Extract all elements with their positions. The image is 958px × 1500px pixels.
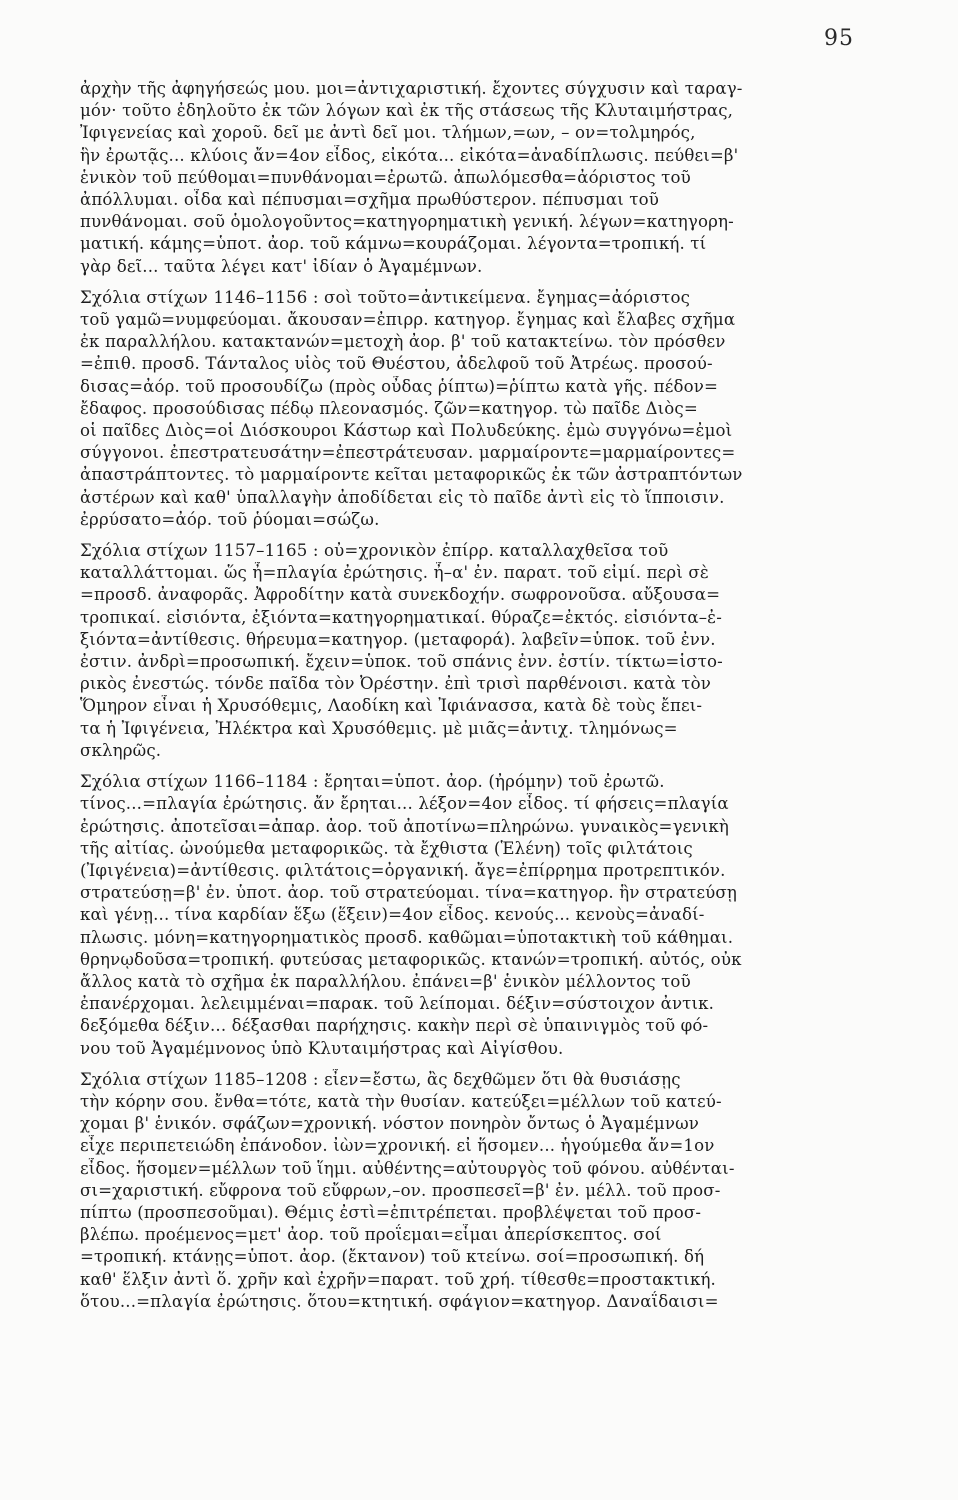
text-line: δισας=ἀόρ. τοῦ προσουδίζω (πρὸς οὖδας ῥίπτω)=ῥίπτω κατὰ γῆς. πέδον= [80, 376, 719, 396]
text-line: ἐρρύσατο=ἀόρ. τοῦ ῥύομαι=σώζω. [80, 509, 380, 529]
text-line: ἀπόλλυμαι. οἶδα καὶ πέπυσμαι=σχῆμα πρωθύστερον. πέπυσμαι τοῦ [80, 190, 660, 210]
paragraph [80, 771, 880, 1060]
text-line: (Ἰφιγένεια)=ἀντίθεσις. φιλτάτοις=ὀργανική. ἄγε=ἐπίρρημα προτρεπτικόν. [80, 860, 726, 880]
text-line: σι=χαριστική. εὔφρονα τοῦ εὔφρων,–ον. προσπεσεῖ=β' ἐν. μέλλ. τοῦ προσ- [80, 1180, 721, 1200]
text-line: ματική. κάμης=ὑποτ. ἀορ. τοῦ κάμνω=κουράζομαι. λέγοντα=τροπική. τί [80, 234, 707, 254]
text-line: ἐρώτησις. ἀποτεῖσαι=ἀπαρ. ἀορ. τοῦ ἀποτίνω=πληρώνω. γυναικὸς=γενικὴ [80, 816, 729, 836]
text-line: τοῦ γαμῶ=νυμφεύομαι. ἄκουσαν=ἐπιρρ. κατηγορ. ἔγημας καὶ ἔλαβες σχῆμα [80, 310, 736, 330]
paragraph [80, 78, 880, 278]
paragraph [80, 1069, 880, 1313]
text-line: τὴν κόρην σου. ἔνθα=τότε, κατὰ τὴν θυσίαν. κατεύξει=μέλλων τοῦ κατεύ- [80, 1091, 722, 1111]
commentary-text [80, 78, 880, 1313]
text-line: τροπικαί. εἰσιόντα, ἐξιόντα=κατηγορηματικαί. θύραζε=ἐκτός. εἰσιόντα–ἐ- [80, 607, 722, 627]
text-line: =προσδ. ἀναφορᾶς. Ἀφροδίτην κατὰ συνεκδοχήν. σωφρονοῦσα. αὔξουσα= [80, 585, 721, 605]
text-line: πλωσις. μόνη=κατηγορηματικὸς προσδ. καθῶμαι=ὑποτακτικὴ τοῦ κάθημαι. [80, 927, 734, 947]
text-line: ξιόντα=ἀντίθεσις. θήρευμα=κατηγορ. (μεταφορά). λαβεῖν=ὑποκ. τοῦ ἐνν. [80, 629, 716, 649]
text-line: πυνθάνομαι. σοῦ ὁμολογοῦντος=κατηγορηματικὴ γενική. λέγων=κατηγορη- [80, 212, 734, 232]
text-line: Σχόλια στίχων 1157–1165 : οὐ=χρονικὸν ἐπίρρ. καταλλαχθεῖσα τοῦ [80, 541, 669, 561]
text-line: ἀπαστράπτοντες. τὸ μαρμαίροντε κεῖται μεταφορικῶς ἐκ τῶν ἀστραπτόντων [80, 465, 743, 485]
text-line: ἄλλος κατὰ τὸ σχῆμα ἐκ παραλλήλου. ἐπάνει=β' ἑνικὸν μέλλοντος τοῦ [80, 971, 691, 991]
text-line: ἣν ἐρωτᾷς... κλύοις ἄν=4ον εἶδος, εἰκότα... εἰκότα=ἀναδίπλωσις. πεύθει=β' [80, 145, 739, 165]
text-line: ἑνικὸν τοῦ πεύθομαι=πυνθάνομαι=ἐρωτῶ. ἀπωλόμεσθα=ἀόριστος τοῦ [80, 167, 691, 187]
paragraph [80, 540, 880, 762]
text-line: μόν· τοῦτο ἐδηλοῦτο ἐκ τῶν λόγων καὶ ἐκ τῆς στάσεως τῆς Κλυταιμήστρας, [80, 101, 734, 121]
text-line: στρατεύσῃ=β' ἐν. ὑποτ. ἀορ. τοῦ στρατεύομαι. τίνα=κατηγορ. ἣν στρατεύσῃ [80, 883, 737, 903]
text-line: τίνος...=πλαγία ἐρώτησις. ἄν ἔρηται... λέξον=4ον εἶδος. τί φήσεις=πλαγία [80, 794, 729, 814]
text-line: ἐστιν. ἀνδρὶ=προσωπική. ἔχειν=ὑποκ. τοῦ σπάνις ἐνν. ἐστίν. τίκτω=ἱστο- [80, 652, 723, 672]
text-line: ἐπανέρχομαι. λελειμμέναι=παρακ. τοῦ λείπομαι. δέξιν=σύστοιχον ἀντικ. [80, 994, 715, 1014]
text-line: Ὅμηρον εἶναι ἡ Χρυσόθεμις, Λαοδίκη καὶ Ἰφιάνασσα, κατὰ δὲ τοὺς ἔπει- [80, 696, 703, 716]
text-line: εἶδος. ἥσομεν=μέλλων τοῦ ἵημι. αὐθέντης=αὐτουργὸς τοῦ φόνου. αὐθένται- [80, 1158, 735, 1178]
text-line: Σχόλια στίχων 1185–1208 : εἶεν=ἔστω, ἂς δεχθῶμεν ὅτι θὰ θυσιάσῃς [80, 1069, 681, 1089]
text-line: ὅτου...=πλαγία ἐρώτησις. ὅτου=κτητική. σφάγιον=κατηγορ. Δαναΐδαισι= [80, 1291, 719, 1311]
text-line: ἀρχὴν τῆς ἀφηγήσεώς μου. μοι=ἀντιχαριστική. ἔχοντες σύγχυσιν καὶ ταραγ- [80, 79, 743, 98]
text-line: νου τοῦ Ἀγαμέμνονος ὑπὸ Κλυταιμήστρας καὶ Αἰγίσθου. [80, 1038, 564, 1058]
text-line: τῆς αἰτίας. ὠνούμεθα μεταφορικῶς. τὰ ἔχθιστα (Ἑλένη) τοῖς φιλτάτοις [80, 838, 693, 858]
text-line: σκληρῶς. [80, 740, 162, 760]
text-line: ἀστέρων καὶ καθ' ὑπαλλαγὴν ἀποδίδεται εἰς τὸ παῖδε ἀντὶ εἰς τὸ ἵπποισιν. [80, 487, 725, 507]
text-line: σύγγονοι. ἐπεστρατευσάτην=ἐπεστράτευσαν. μαρμαίροντε=μαρμαίροντες= [80, 443, 736, 463]
text-line: πίπτω (προσπεσοῦμαι). Θέμις ἐστὶ=ἐπιτρέπεται. προβλέψεται τοῦ προσ- [80, 1202, 702, 1222]
text-line: ἐκ παραλλήλου. κατακτανών=μετοχὴ ἀορ. β' τοῦ κατακτείνω. τὸν πρόσθεν [80, 332, 726, 352]
text-line: δεξόμεθα δέξιν... δέξασθαι παρήχησις. κακὴν περὶ σὲ ὑπαινιγμὸς τοῦ φό- [80, 1016, 709, 1036]
text-line: θρηνῳδοῦσα=τροπική. φυτεύσας μεταφορικῶς. κτανών=τροπική. αὐτός, οὐκ [80, 949, 742, 969]
page-number: 95 [824, 26, 854, 51]
text-line: τα ἡ Ἰφιγένεια, Ἠλέκτρα καὶ Χρυσόθεμις. μὲ μιᾶς=ἀντιχ. τλημόνως= [80, 718, 678, 738]
text-line: ρικὸς ἐνεστώς. τόνδε παῖδα τὸν Ὀρέστην. ἐπὶ τρισὶ παρθένοισι. κατὰ τὸν [80, 674, 711, 694]
text-line: =τροπική. κτάνῃς=ὑποτ. ἀορ. (ἔκτανον) τοῦ κτείνω. σοί=προσωπική. δή [80, 1247, 705, 1267]
text-line: καταλλάττομαι. ὥς ἦ=πλαγία ἐρώτησις. ἦ–α' ἐν. παρατ. τοῦ εἰμί. περὶ σὲ [80, 563, 709, 583]
text-line: γὰρ δεῖ... ταῦτα λέγει κατ' ἰδίαν ὁ Ἀγαμέμνων. [80, 256, 483, 276]
text-line: Σχόλια στίχων 1146–1156 : σοὶ τοῦτο=ἀντικείμενα. ἔγημας=ἀόριστος [80, 287, 691, 307]
text-line: καθ' ἕλξιν ἀντὶ ὅ. χρῆν καὶ ἐχρῆν=παρατ. τοῦ χρή. τίθεσθε=προστακτική. [80, 1269, 716, 1289]
text-line: βλέπω. προέμενος=μετ' ἀορ. τοῦ προΐεμαι=εἶμαι ἀπερίσκεπτος. σοί [80, 1225, 662, 1245]
text-line: εἶχε περιπετειώδη ἐπάνοδον. ἰὼν=χρονική. εἰ ἥσομεν... ἡγούμεθα ἄν=1ον [80, 1136, 715, 1156]
text-line: Ἰφιγενείας καὶ χοροῦ. δεῖ με ἀντὶ δεῖ μοι. τλήμων,=ων, – ον=τολμηρός, [80, 123, 696, 143]
text-line: =ἐπιθ. προσδ. Τάνταλος υἱὸς τοῦ Θυέστου, ἀδελφοῦ τοῦ Ἀτρέως. προσού- [80, 354, 713, 374]
text-line: χομαι β' ἑνικόν. σφάζων=χρονική. νόστον πονηρὸν ὄντως ὁ Ἀγαμέμνων [80, 1114, 699, 1134]
text-line: οἱ παῖδες Διὸς=οἱ Διόσκουροι Κάστωρ καὶ Πολυδεύκης. ἐμὼ συγγόνω=ἐμοὶ [80, 421, 733, 441]
paragraph [80, 287, 880, 531]
text-line: καὶ γένῃ... τίνα καρδίαν ἕξω (ἕξειν)=4ον εἶδος. κενούς... κενοὺς=ἀναδί- [80, 905, 705, 925]
text-line: Σχόλια στίχων 1166–1184 : ἔρηται=ὑποτ. ἀορ. (ἠρόμην) τοῦ ἐρωτῶ. [80, 772, 665, 792]
text-line: ἔδαφος. προσούδισας πέδῳ πλεονασμός. ζῶν=κατηγορ. τὼ παῖδε Διὸς= [80, 398, 698, 418]
